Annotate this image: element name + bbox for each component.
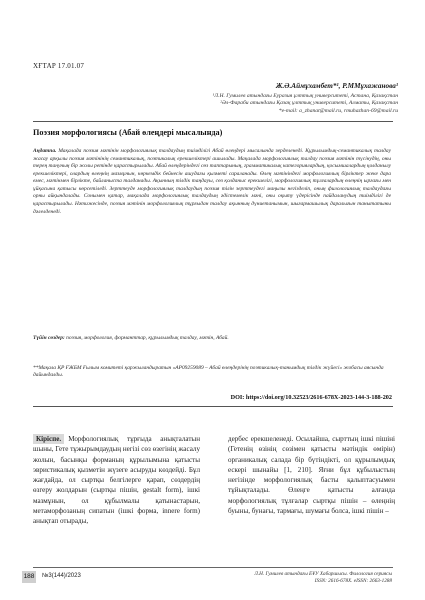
body-column-right — [228, 434, 395, 516]
keywords-text: поэзия, морфология, форманттар, құрылымдық талдау, мәтін, Абай. — [66, 335, 229, 341]
keywords-label: Түйін сөздер: — [33, 335, 65, 341]
affiliations — [138, 93, 398, 115]
title-divider — [33, 121, 393, 122]
authors-line: Ж.Ә.Аймұхамбет*¹, Р.ММұхажанова¹ — [275, 82, 398, 90]
body-text-left: Морфологиялық тұрғыда анықталатын шыны, Гете тұжырымдаудың негізі сөз өзегінің жасалу жолын, басынқы форманың құрылымына қатысты эвристикалық қызметін жүзеге асыруды көздейді. Бұл жағдайда, ол сыртқы белгілерге қарап, сөздердің өзгеру жолдарын (сыртқы пішін, gestalt form), ішкі мазмұнын, ол құбылмалы қатынастарын, метаморфозаның сипатын (ішкі форма, innere form) анықтап отырады, — [33, 435, 200, 525]
page-number: 188 — [22, 571, 36, 583]
abstract-bottom-divider — [33, 406, 393, 407]
abstract-label: Аңдатпа. — [33, 148, 57, 154]
doi-link[interactable]: DOI: https://doi.org/10.32523/2616-678X-2023-144-3-188-202 — [230, 394, 392, 401]
body-text-right: дербес ерекшеленеді. Осылайша, сырттың ішкі пішіні (Гетенің өзінің сөзімен қатысты мәтіндік өмірін) органикалық салада бір бүтіндікті, ол құрылымдық ескері шынайы [1, 210]. Яғни бұл құбылыстың негізінде морфологиялық басты қалыптасуымен тұйықталады. Өлеңге қатысты алғанда морфологиялық тұлғалар сыртқы пішін – өлеңнің буыны, бунағы, тармағы, шумағы болса, ішкі пішін – — [228, 435, 395, 515]
journal-issn: ISSN: 2616-678X. eISSN: 2663-1288 — [314, 578, 392, 584]
journal-name: Л.Н. Гумилев атындағы ЕҰУ Хабаршысы. Филология сериясы — [254, 571, 392, 577]
affiliation-1: ¹Л.Н. Гумилев атындағы Еуразия ұлттық университеті, Астана, Қазақстан — [212, 93, 398, 99]
author-emails: *e-mail: a_zhanat@mail.ru, rmuhazhan-69@mail.ru — [278, 107, 398, 114]
journal-info — [192, 571, 392, 585]
footer-divider — [33, 567, 393, 568]
abstract-text: Мақалада поэзия мәтінін морфологиялық талдаудың тиімділігі Абай өлеңдері мысалында зерделенеді. Құрылымдық-семантикалық талдау жасау арқылы поэзия мәтінінің семантикалық, поэтикалық ерекшеліктері ашылады. Мақалада морфологиялық талдау поэзия мәтінін түсінудің, оны терең тануның бір жолы ретінде қарастырылады. Абай өлеңдеріндегі сөз таптарының, грамматикалық категориялардың, қосымшалардың қолданылу ерекшеліктері, олардың өлеңнің мазмұнын, көркемдік бейнесін ашудағы қызметі сараланады. Өлең мәтініндегі морфологиялық бірліктер жеке дара емес, мәтінмен бірлікте, байланыста талданады. Ақынның тілдік таңдауы, сөз қолданыс ерекшелігі, морфологиялық тұлғалардың өлеңнің ырғағы мен ұйқасына қатысы көрсетіледі. Зерттеуде морфологиялық талдаудың поэзия тілін зерттеудегі маңызы негізделіп, оның филологиялық талдаудағы орны айқындалады. Сонымен қатар, мақалада морфологиялық талдаудың әдістемелік мәні, оны оқыту үдерісінде пайдаланудың тиімділігі де қарастырылады. Нәтижесінде, поэзия мәтінін морфологиялық тұрғыдан талдау ақынның дүниетанымын, шығармашылық даралығын танытатыны дәлелденеді. — [33, 148, 391, 215]
funding-note: **Мақала ҚР ҒЖБМ Ғылым комитеті қаржыландыратын «AP09259089 – Абай өлеңдерінің поэтикалық-танымдық тілдік жүйесі» жобасы аясында дайындалды. — [33, 365, 384, 379]
article-title: Поэзия морфологиясы (Абай өлеңдері мысалында) — [33, 128, 223, 137]
body-column-left — [33, 434, 200, 526]
affiliation-2: ²Әл-Фараби атындағы Қазақ ұлттық университеті, Алматы, Қазақстан — [220, 100, 398, 107]
abstract — [33, 148, 391, 216]
keywords — [33, 335, 391, 342]
udc-code: ХҒТАР 17.01.07 — [33, 62, 85, 70]
intro-heading: Кіріспе. — [33, 434, 64, 444]
issue-number: №3(144)/2023 — [42, 573, 81, 579]
